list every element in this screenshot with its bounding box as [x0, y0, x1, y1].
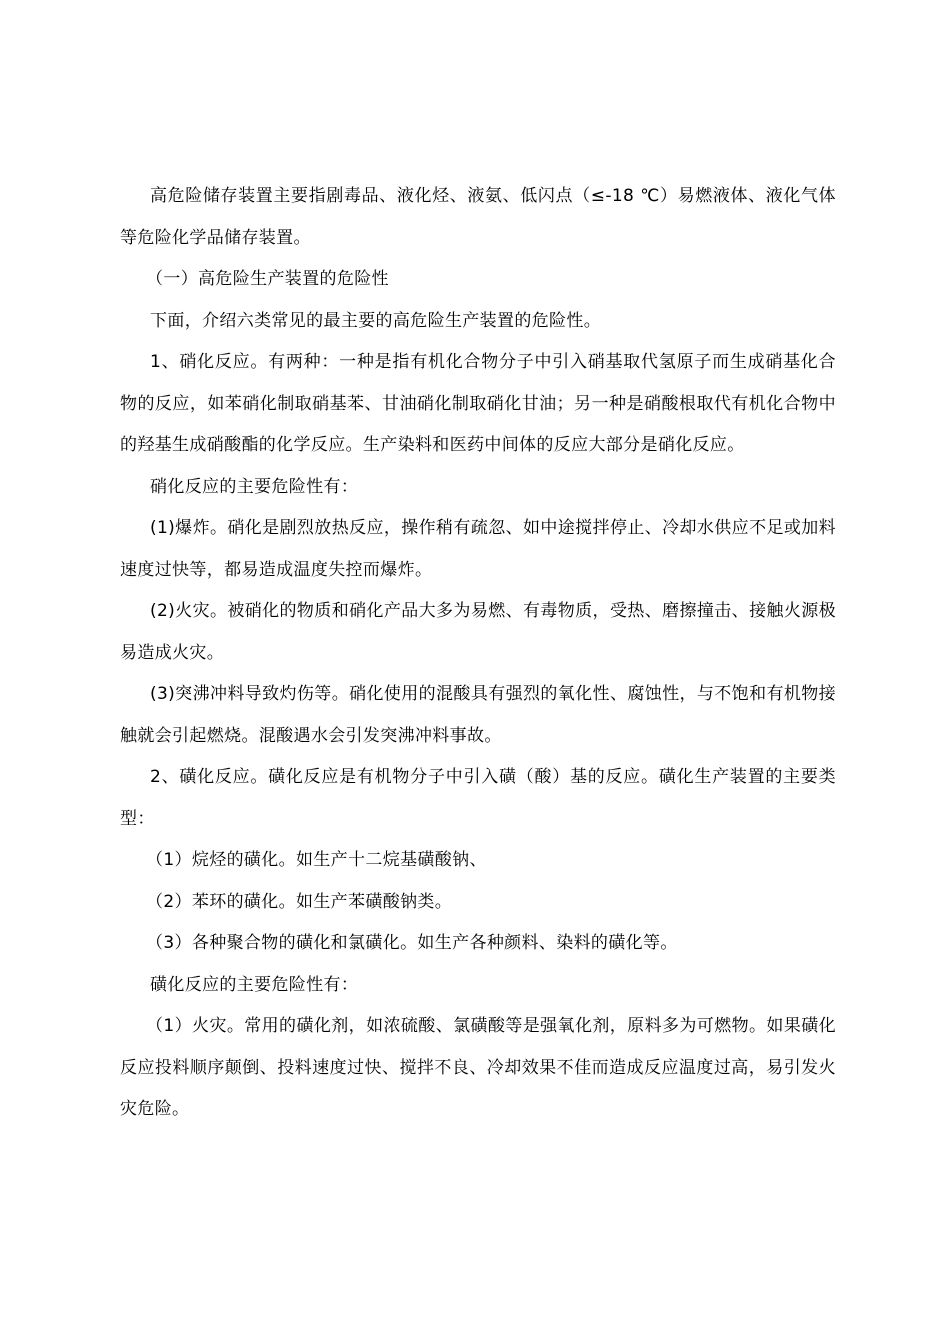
paragraph-sulfonation-polymers: （3）各种聚合物的磺化和氯磺化。如生产各种颜料、染料的磺化等。 [146, 933, 678, 953]
paragraph-sulfonation-benzene: （2）苯环的磺化。如生产苯磺酸钠类。 [146, 891, 453, 912]
paragraph-sulfonation-fire: （1）火灾。常用的磺化剂，如浓硫酸、氯磺酸等是强氧化剂，原料多为可燃物。如果磺化反应投料顺序颠倒、投料速度过快、搅拌不良、冷却效果不佳而造成反应温度过高，易引发火灾危险。 [120, 1016, 836, 1119]
paragraph-sulfonation-hazards-heading: 磺化反应的主要危险性有： [150, 974, 359, 995]
section-heading-production-hazards: （一）高危险生产装置的危险性 [146, 269, 389, 289]
paragraph-nitration-fire: (2)火灾。被硝化的物质和硝化产品大多为易燃、有毒物质，受热、磨擦撞击、接触火源极易造成火灾。 [120, 601, 836, 663]
document-body [120, 176, 836, 1131]
paragraph-nitration-burns: (3)突沸冲料导致灼伤等。硝化使用的混酸具有强烈的氧化性、腐蚀性，与不饱和有机物接触就会引起燃烧。混酸遇水会引发突沸冲料事故。 [120, 684, 836, 746]
paragraph-nitration: 1、硝化反应。有两种：一种是指有机化合物分子中引入硝基取代氢原子而生成硝基化合物的反应，如苯硝化制取硝基苯、甘油硝化制取硝化甘油；另一种是硝酸根取代有机化合物中的羟基生成硝酸酯的化学反应。生产染料和医药中间体的反应大部分是硝化反应。 [120, 352, 836, 455]
paragraph-storage-devices: 高危险储存装置主要指剧毒品、液化烃、液氨、低闪点（≤-18 ℃）易燃液体、液化气体等危险化学品储存装置。 [120, 186, 836, 248]
paragraph-nitration-explosion: (1)爆炸。硝化是剧烈放热反应，操作稍有疏忽、如中途搅拌停止、冷却水供应不足或加料速度过快等，都易造成温度失控而爆炸。 [120, 518, 836, 580]
paragraph-sulfonation-alkane: （1）烷烃的磺化。如生产十二烷基磺酸钠、 [146, 850, 487, 870]
paragraph-nitration-hazards-heading: 硝化反应的主要危险性有： [150, 476, 359, 497]
paragraph-sulfonation: 2、磺化反应。磺化反应是有机物分子中引入磺（酸）基的反应。磺化生产装置的主要类型： [120, 767, 836, 829]
paragraph-intro-six-types: 下面，介绍六类常见的最主要的高危险生产装置的危险性。 [150, 310, 602, 331]
